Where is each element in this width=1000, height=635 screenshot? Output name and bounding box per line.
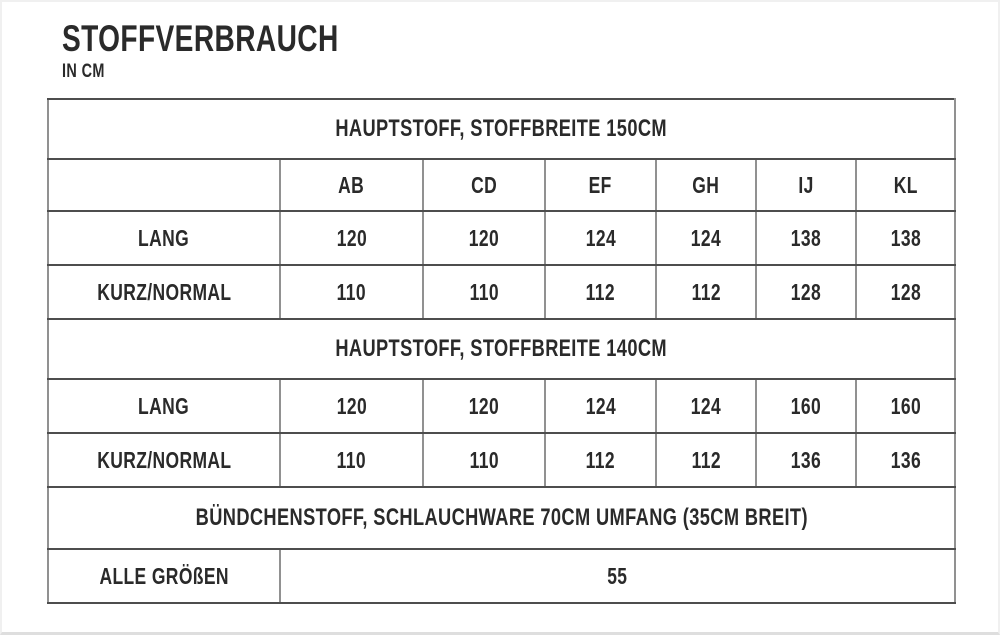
consumption-value: 124 <box>585 224 616 251</box>
row-label-cell <box>48 433 280 487</box>
row-label: KURZ/NORMAL <box>96 446 232 473</box>
row-label-cell <box>48 211 280 265</box>
consumption-value-cell <box>545 433 656 487</box>
row-label-cell <box>48 265 280 319</box>
consumption-value-cell <box>856 433 955 487</box>
table-row-kurz-140 <box>48 433 955 487</box>
consumption-value-cell <box>656 211 756 265</box>
size-label: KL <box>893 171 918 198</box>
section-header-text: BÜNDCHENSTOFF, SCHLAUCHWARE 70CM UMFANG (35CM BREIT) <box>195 504 808 531</box>
consumption-value: 160 <box>790 392 822 419</box>
consumption-value: 120 <box>336 392 367 419</box>
consumption-value: 136 <box>890 446 921 473</box>
consumption-value-cell <box>756 433 856 487</box>
section-header-row-150cm <box>48 99 955 159</box>
consumption-value: 110 <box>469 446 499 473</box>
consumption-value-cell <box>656 265 756 319</box>
consumption-value: 128 <box>790 278 822 305</box>
consumption-value: 136 <box>790 446 822 473</box>
consumption-value: 124 <box>690 392 722 419</box>
size-column-header-gh <box>656 159 756 211</box>
consumption-value-cell <box>423 379 545 433</box>
consumption-value-cell-all-sizes <box>280 549 955 603</box>
consumption-value: 112 <box>691 278 721 305</box>
size-columns-header-row <box>48 159 955 211</box>
consumption-value: 112 <box>585 278 616 305</box>
fabric-consumption-table <box>47 98 956 604</box>
size-column-header-ef <box>545 159 656 211</box>
consumption-value-cell <box>856 379 955 433</box>
consumption-value-cell <box>423 433 545 487</box>
consumption-value: 160 <box>890 392 921 419</box>
row-label: ALLE GRÖßEN <box>99 562 229 589</box>
section-header-text: HAUPTSTOFF, STOFFBREITE 150CM <box>335 115 668 142</box>
document-header <box>2 2 998 83</box>
table-row-alle-groessen <box>48 549 955 603</box>
section-header-cell <box>48 319 955 379</box>
page-title <box>62 18 998 60</box>
consumption-value-cell <box>280 211 423 265</box>
page-subtitle-text: IN CM <box>62 61 105 82</box>
row-label-cell <box>48 549 280 603</box>
table-row-lang-140 <box>48 379 955 433</box>
row-label: LANG <box>138 224 190 251</box>
consumption-value-cell <box>423 265 545 319</box>
consumption-value-cell <box>545 211 656 265</box>
size-label: CD <box>470 171 498 198</box>
consumption-value: 112 <box>585 446 616 473</box>
empty-corner-cell <box>48 159 280 211</box>
size-column-header-kl <box>856 159 955 211</box>
consumption-value-cell <box>656 433 756 487</box>
page-subtitle <box>62 60 998 83</box>
consumption-value: 120 <box>468 392 500 419</box>
size-label: GH <box>692 171 720 198</box>
consumption-value: 124 <box>585 392 616 419</box>
consumption-value: 138 <box>890 224 921 251</box>
row-label: KURZ/NORMAL <box>96 278 232 305</box>
consumption-value-cell <box>280 265 423 319</box>
row-label-cell <box>48 379 280 433</box>
consumption-value: 110 <box>336 446 367 473</box>
section-header-text: HAUPTSTOFF, STOFFBREITE 140CM <box>335 335 668 362</box>
consumption-value-cell <box>856 265 955 319</box>
consumption-value: 112 <box>691 446 721 473</box>
size-column-header-ab <box>280 159 423 211</box>
row-label: LANG <box>138 392 190 419</box>
page-title-text: STOFFVERBRAUCH <box>62 18 339 59</box>
consumption-value-cell <box>656 379 756 433</box>
table-row-lang-150 <box>48 211 955 265</box>
consumption-value-cell <box>756 211 856 265</box>
consumption-value: 124 <box>690 224 722 251</box>
size-label: EF <box>588 171 613 198</box>
consumption-value-cell <box>545 265 656 319</box>
section-header-row-buendchen <box>48 487 955 549</box>
consumption-value: 138 <box>790 224 822 251</box>
section-header-cell <box>48 99 955 159</box>
consumption-value-cell <box>545 379 656 433</box>
consumption-value-cell <box>280 379 423 433</box>
consumption-value-cell <box>756 379 856 433</box>
consumption-value: 110 <box>469 278 499 305</box>
size-column-header-cd <box>423 159 545 211</box>
size-label: IJ <box>798 171 814 198</box>
consumption-value-cell <box>280 433 423 487</box>
section-header-cell <box>48 487 955 549</box>
section-header-row-140cm <box>48 319 955 379</box>
size-column-header-ij <box>756 159 856 211</box>
consumption-value: 110 <box>336 278 367 305</box>
consumption-value-cell <box>423 211 545 265</box>
consumption-value-cell <box>756 265 856 319</box>
consumption-value: 120 <box>468 224 500 251</box>
consumption-value: 55 <box>607 562 628 589</box>
consumption-value-cell <box>856 211 955 265</box>
consumption-value: 128 <box>890 278 921 305</box>
size-label: AB <box>338 171 365 198</box>
table-row-kurz-150 <box>48 265 955 319</box>
consumption-value: 120 <box>336 224 367 251</box>
